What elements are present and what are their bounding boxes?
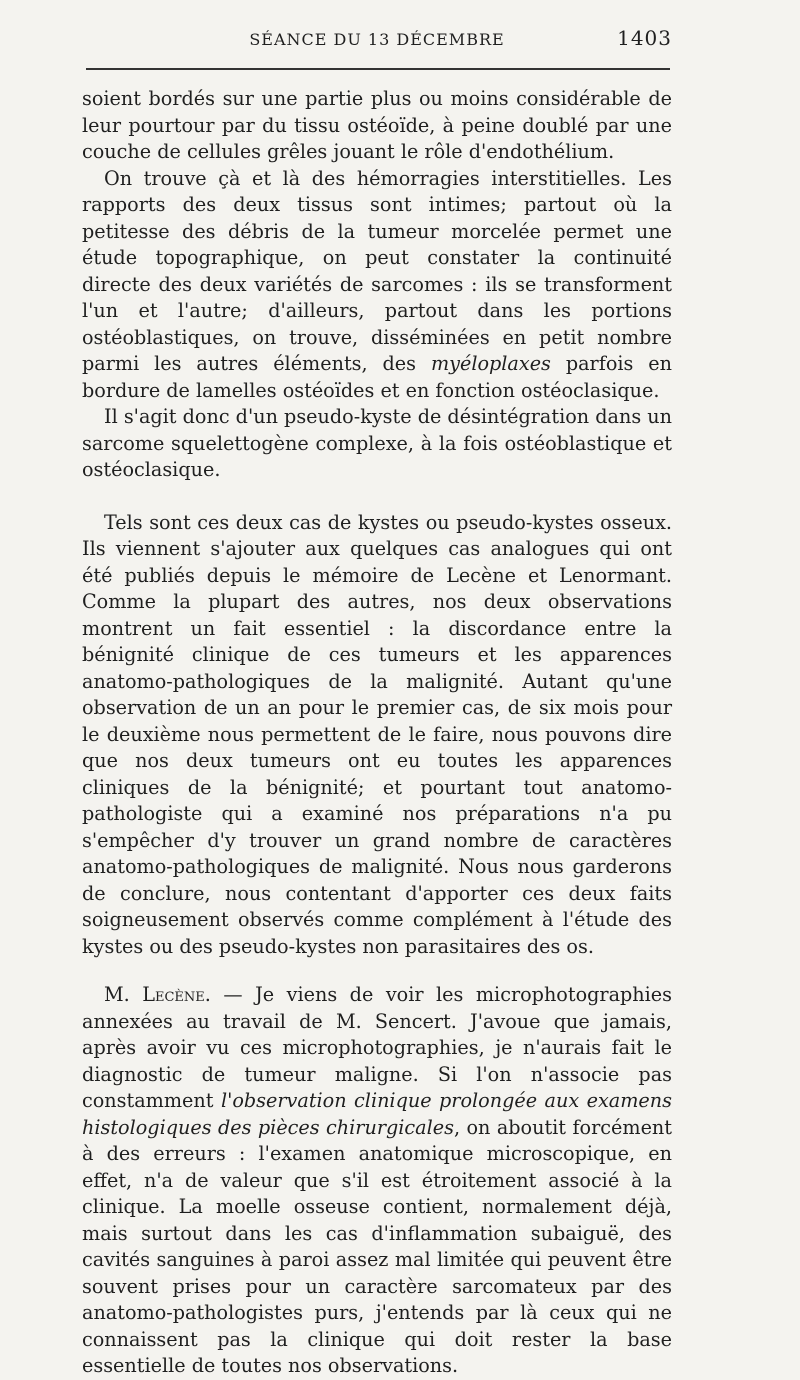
paragraph-gap — [82, 960, 672, 982]
paragraph-text: — Je viens de voir les microphotographies annexées au travail de M. Sencert. J'avoue que jamais, après avoir vu ces microphotographies, je n'aurais fait le diagnostic de tumeur maligne. Si l'on n'associe pas constamment — [82, 983, 672, 1112]
page-header — [82, 24, 672, 54]
paragraph-text: , on aboutit forcément à des erreurs : l'examen anatomique microscopique, en effet, n'a de valeur que s'il est étroitement associé à la clinique. La moelle osseuse contient, normalement déjà, mais surtout dans les cas d'inflammation subaiguë, des cavités sanguines à paroi assez mal limitée qui peuvent être souvent prises pour un caractère sarcomateux par des anatomo-pathologistes purs, j'entends par là ceux qui ne connaissent pas la clinique qui doit rester la base essentielle de toutes nos observations. — [82, 1115, 672, 1377]
paragraph-text: On trouve çà et là des hémorragies interstitielles. Les rapports des deux tissus sont intimes; partout où la petitesse des débris de la tumeur morcelée permet une étude topographique, on peut constater la continuité directe des deux variétés de sarcomes : ils se transforment l'un et l'autre; d'ailleurs, partout dans les portions ostéoblastiques, on trouve, disséminées en petit nombre parmi les autres éléments, des — [82, 166, 672, 375]
speaker-name: M. Lecène. — [104, 983, 211, 1006]
paragraph-hemorrhages — [82, 166, 672, 405]
paragraph-text: parfois en bordure de lamelles ostéoïdes et en fonction ostéoclasique. — [82, 352, 672, 402]
paragraph-lecene-remark — [82, 982, 672, 1380]
emphasized-phrase: l'observation clinique prolongée aux examens histologiques des pièces chirurgicales — [82, 1089, 672, 1139]
header-rule — [86, 68, 670, 70]
paragraph-gap — [82, 484, 672, 510]
running-title: SÉANCE DU 13 DÉCEMBRE — [249, 30, 505, 49]
page-number: 1403 — [617, 26, 672, 50]
term-myeloplaxes: myéloplaxes — [430, 352, 551, 375]
paragraph-pseudo-cyst: Il s'agit donc d'un pseudo-kyste de désintégration dans un sarcome squelettogène complexe, à la fois ostéoblastique et ostéoclasique. — [82, 405, 672, 481]
paragraph-continued: soient bordés sur une partie plus ou moins considérable de leur pourtour par du tissu ostéoïde, à peine doublé par une couche de cellules grêles jouant le rôle d'endothélium. — [82, 87, 672, 163]
page-body — [82, 86, 672, 1380]
paragraph-conclusion: Tels sont ces deux cas de kystes ou pseudo-kystes osseux. Ils viennent s'ajouter aux quelques cas analogues qui ont été publiés depuis le mémoire de Lecène et Lenormant. Comme la plupart des autres, nos deux observations montrent un fait essentiel : la discordance entre la bénignité clinique de ces tumeurs et les apparences anatomo-pathologiques de la malignité. Autant qu'une observation de un an pour le premier cas, de six mois pour le deuxième nous permettent de le faire, nous pouvons dire que nos deux tumeurs ont eu toutes les apparences cliniques de la bénignité; et pourtant tout anatomo-pathologiste qui a examiné nos préparations n'a pu s'empêcher d'y trouver un grand nombre de caractères anatomo-pathologiques de malignité. Nous nous garderons de conclure, nous contentant d'apporter ces deux faits soigneusement observés comme complément à l'étude des kystes ou des pseudo-kystes non parasitaires des os. — [82, 510, 672, 958]
